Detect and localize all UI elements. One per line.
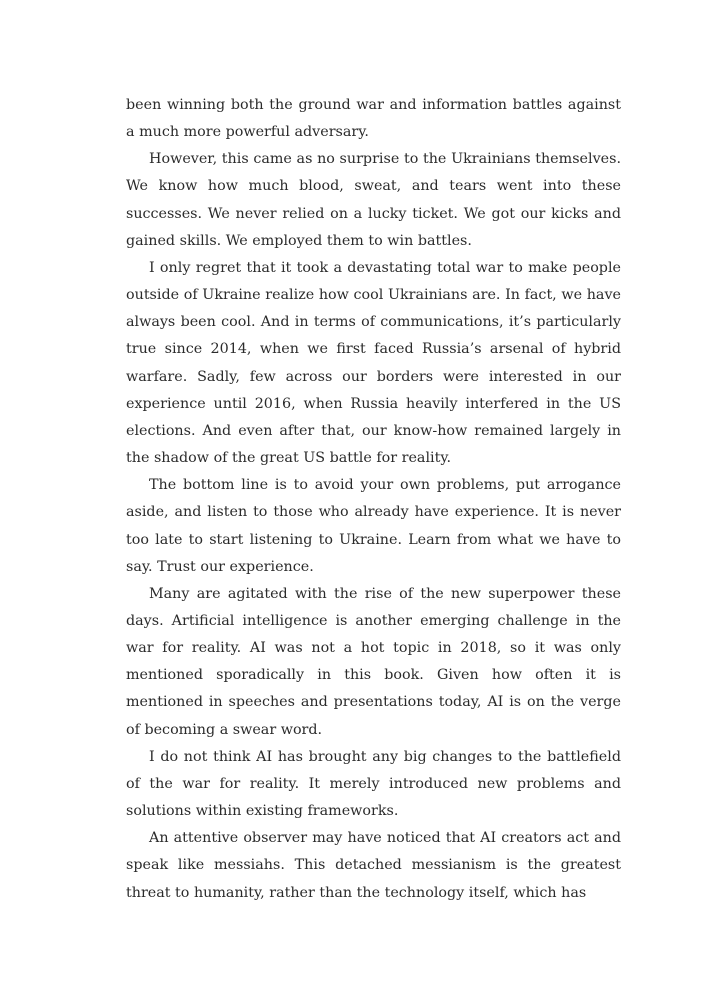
paragraph: Many are agitated with the rise of the new superpower these days. Artificial intelligence is another emerging challenge in the war for reality. AI was not a hot topic in 2018, so it was only mentioned sporadically in this book. Given how often it is mentioned in speeches and presentations today, AI is on the verge of becoming a swear word. — [126, 585, 621, 738]
paragraph: An attentive observer may have noticed that AI creators act and speak like messiahs. This detached messianism is the greatest threat to humanity, rather than the technology itself, which has — [126, 830, 621, 901]
paragraph: The bottom line is to avoid your own problems, put arrogance aside, and listen to those who already have experience. It is never too late to start listening to Ukraine. Learn from what we have to say. Trust our experience. — [126, 477, 621, 575]
paragraph: I do not think AI has brought any big changes to the battlefield of the war for reality. It merely introduced new problems and solutions within existing frameworks. — [126, 748, 621, 820]
paragraph: However, this came as no surprise to the Ukrainians themselves. We know how much blood, sweat, and tears went into these successes. We never relied on a lucky ticket. We got our kicks and gained skills. We employed them to win battles. — [126, 151, 621, 249]
paragraph: been winning both the ground war and information battles against a much more powerful adversary. — [126, 97, 621, 141]
body-text — [126, 92, 621, 907]
paragraph: I only regret that it took a devastating total war to make people outside of Ukraine realize how cool Ukrainians are. In fact, we have always been cool. And in terms of communications, it’s particularly true since 2014, when we first faced Russia’s arsenal of hybrid warfare. Sadly, few across our borders were interested in our experience until 2016, when Russia heavily interfered in the US elections. And even after that, our know-how remained largely in the shadow of the great US battle for reality. — [126, 259, 621, 467]
